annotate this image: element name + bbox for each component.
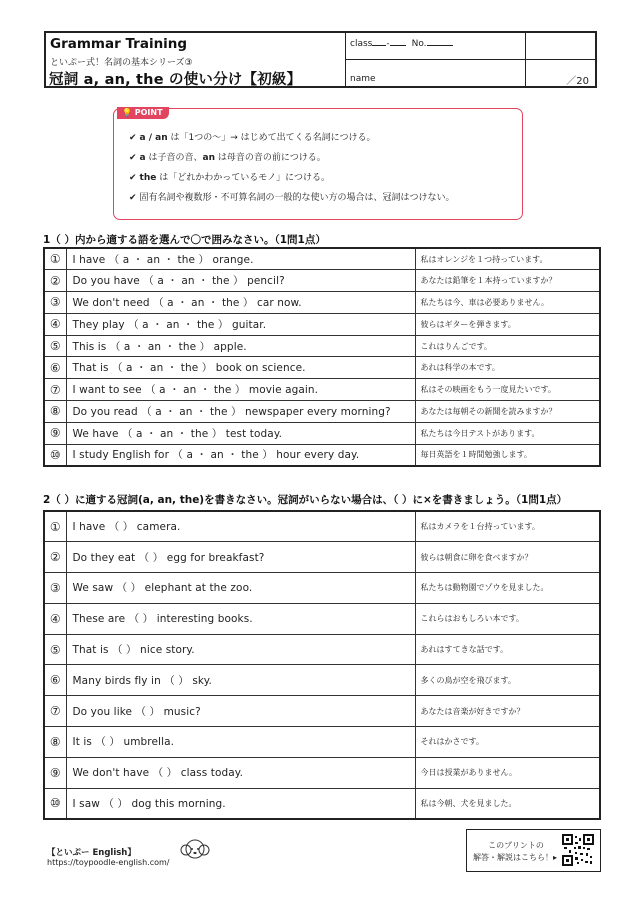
question-number: ⑨: [44, 757, 66, 788]
table-row: [44, 335, 600, 357]
question-translation: 私はカメラを１台持っています。: [415, 511, 600, 542]
table-row: [44, 603, 600, 634]
table-row: [44, 401, 600, 423]
header-series: といぷー式！名詞の基本シリーズ③: [50, 58, 193, 68]
question-number: ⑥: [44, 665, 66, 696]
section2-title: 2（ ）に適する冠詞(a, an, the)を書きなさい。冠詞がいらない場合は、（ ）に×を書きましょう。（1問1点）: [43, 494, 568, 506]
worksheet-header: [44, 31, 597, 88]
question-number: ⑤: [44, 634, 66, 665]
question-text[interactable]: They play （ a ・ an ・ the ） guitar.: [66, 313, 415, 335]
question-translation: 彼らはギターを弾きます。: [415, 313, 600, 335]
footer-brand: 【といぷー English】: [47, 848, 136, 858]
question-translation: それはかさです。: [415, 727, 600, 758]
footer-url-link[interactable]: https://toypoodle-english.com/: [47, 858, 170, 867]
question-text[interactable]: I saw （ ） dog this morning.: [66, 788, 415, 819]
question-translation: 私はオレンジを１つ持っています。: [415, 248, 600, 270]
point-badge: [117, 107, 169, 119]
question-number: ⑨: [44, 422, 66, 444]
question-number: ⑦: [44, 379, 66, 401]
question-number: ⑩: [44, 444, 66, 466]
question-number: ⑧: [44, 401, 66, 423]
question-translation: 彼らは朝食に卵を食べますか？: [415, 542, 600, 573]
question-translation: 私は今朝、犬を見ました。: [415, 788, 600, 819]
question-translation: これらはおもしろい本です。: [415, 603, 600, 634]
qr-code-icon[interactable]: [562, 834, 594, 870]
question-translation: あなたは鉛筆を１本持っていますか？: [415, 270, 600, 292]
table-row: [44, 270, 600, 292]
question-translation: あれは科学の本です。: [415, 357, 600, 379]
table-row: [44, 757, 600, 788]
header-divider: [345, 59, 595, 60]
point-line: ✔ 固有名詞や複数形・不可算名詞の一般的な使い方の場合は、冠詞はつけない。: [129, 193, 455, 203]
section1-title: 1（ ）内から適する語を選んで〇で囲みなさい。（1問1点）: [43, 234, 326, 246]
lightbulb-icon: 💡: [122, 108, 132, 117]
number-label: No.: [411, 39, 427, 49]
question-text[interactable]: I study English for （ a ・ an ・ the ） hour every day.: [66, 444, 415, 466]
question-number: ⑩: [44, 788, 66, 819]
question-translation: 毎日英語を１時間勉強します。: [415, 444, 600, 466]
question-text[interactable]: That is （ a ・ an ・ the ） book on science.: [66, 357, 415, 379]
question-number: ⑧: [44, 727, 66, 758]
table-row: [44, 511, 600, 542]
question-translation: 今日は授業がありません。: [415, 757, 600, 788]
table-row: [44, 292, 600, 314]
table-row: [44, 788, 600, 819]
question-text[interactable]: We saw （ ） elephant at the zoo.: [66, 573, 415, 604]
question-translation: 私たちは今、車は必要ありません。: [415, 292, 600, 314]
question-number: ④: [44, 603, 66, 634]
point-line: ✔ a / an は「1つの～」→ はじめて出てくる名詞につける。: [129, 133, 376, 143]
point-line: ✔ a は子音の音、an は母音の音の前につける。: [129, 153, 326, 163]
question-text[interactable]: I have （ a ・ an ・ the ） orange.: [66, 248, 415, 270]
check-icon: ✔: [129, 173, 137, 183]
question-translation: これはりんごです。: [415, 335, 600, 357]
question-text[interactable]: We don't need （ a ・ an ・ the ） car now.: [66, 292, 415, 314]
question-text[interactable]: It is （ ） umbrella.: [66, 727, 415, 758]
poodle-icon: [178, 836, 212, 868]
question-number: ②: [44, 270, 66, 292]
question-number: ③: [44, 292, 66, 314]
answer-link-line1: このプリントの: [488, 841, 544, 850]
table-row: [44, 313, 600, 335]
answer-link-line2: 解答・解説はこちら！▸: [473, 853, 558, 862]
table-row: [44, 634, 600, 665]
question-translation: 私たちは今日テストがあります。: [415, 422, 600, 444]
question-text[interactable]: We don't have （ ） class today.: [66, 757, 415, 788]
question-translation: 私たちは動物園でゾウを見ました。: [415, 573, 600, 604]
class-field[interactable]: [350, 39, 453, 49]
question-text[interactable]: These are （ ） interesting books.: [66, 603, 415, 634]
question-number: ⑤: [44, 335, 66, 357]
check-icon: ✔: [129, 153, 137, 163]
question-number: ⑦: [44, 696, 66, 727]
table-row: [44, 422, 600, 444]
point-box: [113, 108, 523, 220]
table-row: [44, 665, 600, 696]
question-number: ④: [44, 313, 66, 335]
question-number: ⑥: [44, 357, 66, 379]
question-text[interactable]: That is （ ） nice story.: [66, 634, 415, 665]
question-translation: あなたは音楽が好きですか？: [415, 696, 600, 727]
question-translation: 私はその映画をもう一度見たいです。: [415, 379, 600, 401]
check-icon: ✔: [129, 133, 137, 143]
question-text[interactable]: This is （ a ・ an ・ the ） apple.: [66, 335, 415, 357]
question-text[interactable]: I want to see （ a ・ an ・ the ） movie again.: [66, 379, 415, 401]
question-text[interactable]: Do you read （ a ・ an ・ the ） newspaper every morning?: [66, 401, 415, 423]
table-row: [44, 444, 600, 466]
question-text[interactable]: Do they eat （ ） egg for breakfast?: [66, 542, 415, 573]
question-number: ①: [44, 248, 66, 270]
table-row: [44, 696, 600, 727]
table-row: [44, 727, 600, 758]
question-translation: 多くの鳥が空を飛びます。: [415, 665, 600, 696]
table-row: [44, 379, 600, 401]
question-text[interactable]: Many birds fly in （ ） sky.: [66, 665, 415, 696]
section1-table: [43, 247, 601, 467]
question-text[interactable]: Do you have （ a ・ an ・ the ） pencil?: [66, 270, 415, 292]
name-label: name: [350, 74, 376, 84]
question-number: ①: [44, 511, 66, 542]
question-number: ②: [44, 542, 66, 573]
point-badge-label: POINT: [134, 108, 163, 117]
question-text[interactable]: We have （ a ・ an ・ the ） test today.: [66, 422, 415, 444]
header-title: Grammar Training: [50, 36, 188, 52]
point-line: ✔ the は「どれかわかっているモノ」につける。: [129, 173, 330, 183]
class-dash: -: [386, 39, 390, 49]
class-label: class: [350, 39, 373, 49]
question-translation: あなたは毎朝その新聞を読みますか？: [415, 401, 600, 423]
table-row: [44, 573, 600, 604]
question-text[interactable]: Do you like （ ） music?: [66, 696, 415, 727]
table-row: [44, 248, 600, 270]
score-total: ／20: [566, 76, 589, 87]
table-row: [44, 542, 600, 573]
table-row: [44, 357, 600, 379]
section2-table: [43, 510, 601, 820]
question-translation: あれはすてきな話です。: [415, 634, 600, 665]
answer-link-box[interactable]: [466, 829, 601, 872]
question-text[interactable]: I have （ ） camera.: [66, 511, 415, 542]
question-number: ③: [44, 573, 66, 604]
page-title: 冠詞 a, an, the の使い分け【初級】: [49, 72, 302, 88]
check-icon: ✔: [129, 193, 137, 203]
